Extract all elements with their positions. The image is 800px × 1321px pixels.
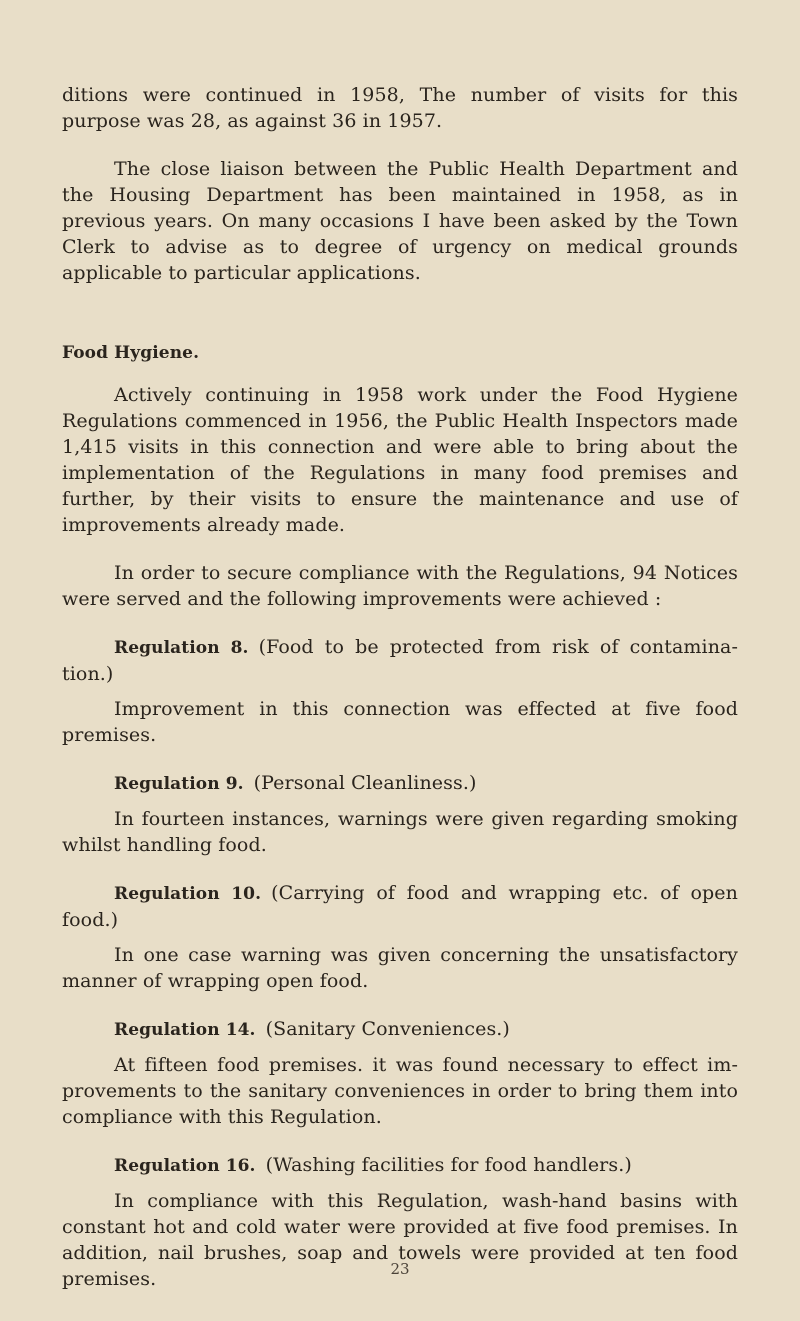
compliance-paragraph: In order to secure compliance with the Regulations, 94 Notices were served and the following improvements were achieved : xyxy=(62,562,738,610)
regulation-label: Regulation 9. xyxy=(114,774,244,794)
document-body xyxy=(62,82,738,1292)
regulation-title: (Sanitary Conveniences.) xyxy=(265,1018,510,1040)
regulation-label: Regulation 16. xyxy=(114,1156,256,1176)
regulation-heading xyxy=(62,1016,738,1043)
food-hygiene-paragraph: Actively continuing in 1958 work under the Food Hygiene Regulations commenced in 1956, the Public Health Inspectors made 1,415 visits in this connection and were able to bring about the implementation of the Regulations in many food premises and further, by their visits to ensure the maintenance and use of improvements already made. xyxy=(62,384,738,536)
regulation-heading xyxy=(62,1152,738,1179)
intro-paragraph: ditions were continued in 1958, The number of visits for this purpose was 28, as against 36 in 1957. xyxy=(62,84,738,132)
regulation-title: (Carrying of food and wrapping etc. of open food.) xyxy=(62,882,738,931)
page-number: 23 xyxy=(390,1260,410,1278)
regulation-text: In one case warning was given concerning the unsatisfactory manner of wrapping open food. xyxy=(62,944,738,992)
regulation-text: In fourteen instances, warnings were given regarding smoking whilst handling food. xyxy=(62,808,738,856)
regulation-heading xyxy=(62,880,738,933)
regulation-label: Regulation 8. xyxy=(114,638,249,658)
regulation-title: (Food to be protected from risk of contamina- tion.) xyxy=(62,636,738,685)
regulation-label: Regulation 10. xyxy=(114,884,262,904)
liaison-paragraph: The close liaison between the Public Health Department and the Housing Department has been maintained in 1958, as in previous years. On many occasions I have been asked by the Town Clerk to advise as to degree of urgency on medical grounds applicable to particular applications. xyxy=(62,158,738,284)
regulation-label: Regulation 14. xyxy=(114,1020,256,1040)
regulation-heading xyxy=(62,770,738,797)
regulation-heading xyxy=(62,634,738,687)
regulation-text: In compliance with this Regulation, wash-hand basins with constant hot and cold water were provided at five food premises. In addition, nail brushes, soap and towels were provided at ten food premises. xyxy=(62,1190,738,1290)
section-heading: Food Hygiene. xyxy=(62,343,200,363)
regulation-title: (Personal Cleanliness.) xyxy=(253,772,477,794)
regulation-title: (Washing facilities for food handlers.) xyxy=(265,1154,632,1176)
regulation-text: At fifteen food premises. it was found necessary to effect im- provements to the sanitary conveniences in order to bring them into compliance with this Regulation. xyxy=(62,1054,738,1128)
regulation-text: Improvement in this connection was effected at five food premises. xyxy=(62,698,738,746)
